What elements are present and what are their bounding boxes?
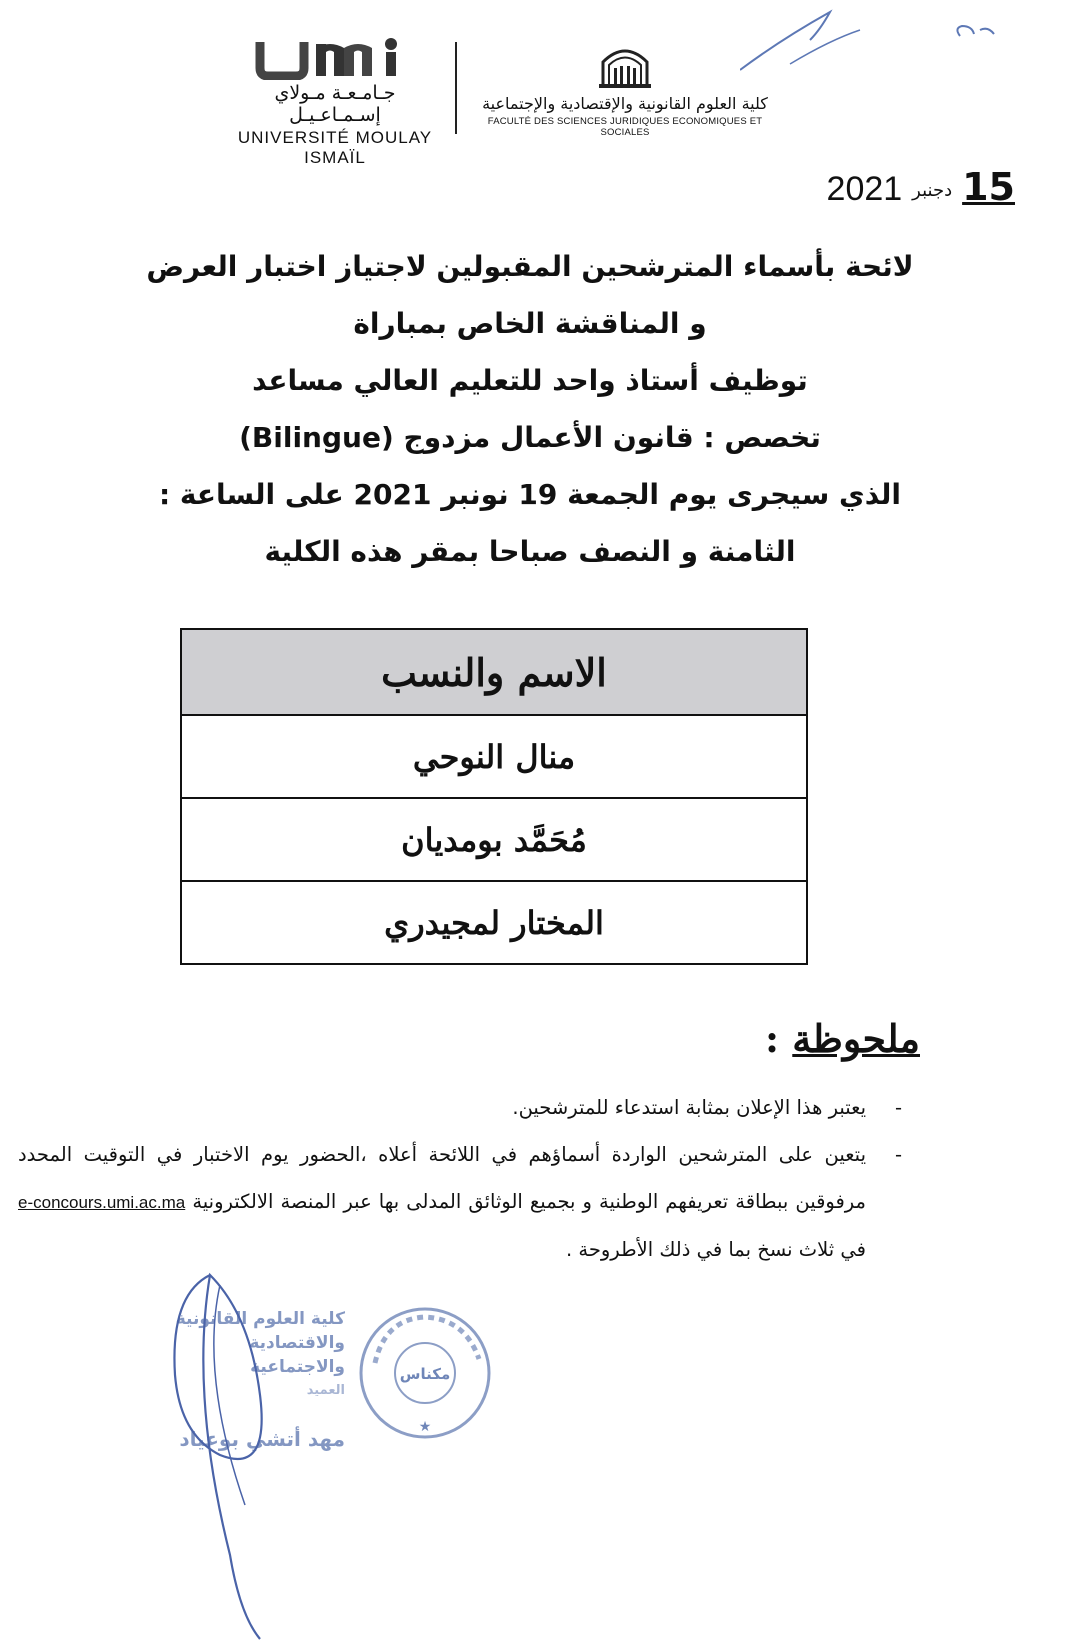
announcement-title [100, 238, 960, 580]
title-line-2: و المناقشة الخاص بمباراة [353, 307, 707, 340]
university-name-fr: UNIVERSITÉ MOULAY ISMAÏL [237, 128, 433, 167]
table-row [181, 881, 807, 964]
title-line-5: الذي سيجرى يوم الجمعة 19 نونبر 2021 على الساعة : [158, 478, 901, 511]
title-line-1: لائحة بأسماء المترشحين المقبولين لاجتياز اختبار العرض [146, 250, 914, 283]
note-heading [740, 1016, 920, 1061]
document-date [795, 165, 1015, 217]
svg-text:★: ★ [418, 1419, 432, 1435]
dean-name: مهد أتشي بوعياد [179, 1427, 345, 1451]
faculty-name-ar: كلية العلوم القانونية والإقتصادية والإجتماعية [482, 94, 768, 113]
note-item-text: يعتبر هذا الإعلان بمثابة استدعاء للمترشحين. [512, 1096, 866, 1119]
logo-divider [455, 42, 457, 134]
note-item-text-after: في ثلاث نسخ بما في ذلك الأطروحة . [565, 1238, 866, 1261]
stamp-line-1: كلية العلوم القانونية [175, 1309, 345, 1329]
title-line-6: الثامنة و النصف صباحا بمقر هذه الكلية [264, 535, 796, 568]
list-item [18, 1084, 906, 1131]
stamp-city: مكناس [399, 1365, 451, 1383]
university-logo [235, 38, 435, 167]
table-header-row [181, 629, 807, 715]
list-dash: - [894, 1096, 902, 1119]
e-concours-link[interactable]: e-concours.umi.ac.ma [18, 1193, 186, 1212]
table-header-name: الاسم والنسب [181, 629, 807, 715]
faculty-building-icon [595, 40, 655, 90]
note-item-text-before: يتعين على المترشحين الواردة أسماؤهم في اللائحة أعلاه ،الحضور يوم الاختبار في التوقيت المحدد مرفوقين ببطاقة تعريفهم الوطنية و بجميع الوثائق المدلى بها عبر المنصة الالكترونية [18, 1143, 866, 1213]
list-item [18, 1131, 906, 1273]
stamp-line-2: والاقتصادية والاجتماعية [249, 1333, 345, 1377]
pen-mark-icon [740, 0, 1060, 80]
umi-wordmark-icon [250, 38, 420, 80]
date-month: دجنبر [912, 180, 953, 201]
faculty-name-fr: FACULTÉ DES SCIENCES JURIDIQUES ECONOMIQUES ET SOCIALES [487, 116, 763, 138]
candidate-name: منال النوحي [181, 715, 807, 798]
title-line-3: توظيف أستاذ واحد للتعليم العالي مساعد [252, 364, 808, 397]
signature-icon [150, 1255, 420, 1645]
stamp-line-3: العميد [306, 1383, 345, 1398]
note-heading-colon: : [765, 1016, 793, 1061]
table-row [181, 715, 807, 798]
note-list [18, 1084, 906, 1273]
table-row [181, 798, 807, 881]
date-day: 15 [962, 165, 1015, 209]
candidate-name: المختار لمجيدري [181, 881, 807, 964]
university-name-ar: جـامـعـة مـولاي إسـمـاعـيـل [274, 82, 396, 126]
faculty-logo [470, 40, 780, 136]
candidates-table [180, 628, 808, 965]
list-dash: - [894, 1143, 902, 1166]
note-heading-text: ملحوظة [792, 1016, 920, 1061]
title-line-4: تخصص : قانون الأعمال مزدوج (Bilingue) [239, 421, 821, 454]
date-year: 2021 [826, 170, 903, 208]
candidate-name: مُحَمَّد بومديان [181, 798, 807, 881]
